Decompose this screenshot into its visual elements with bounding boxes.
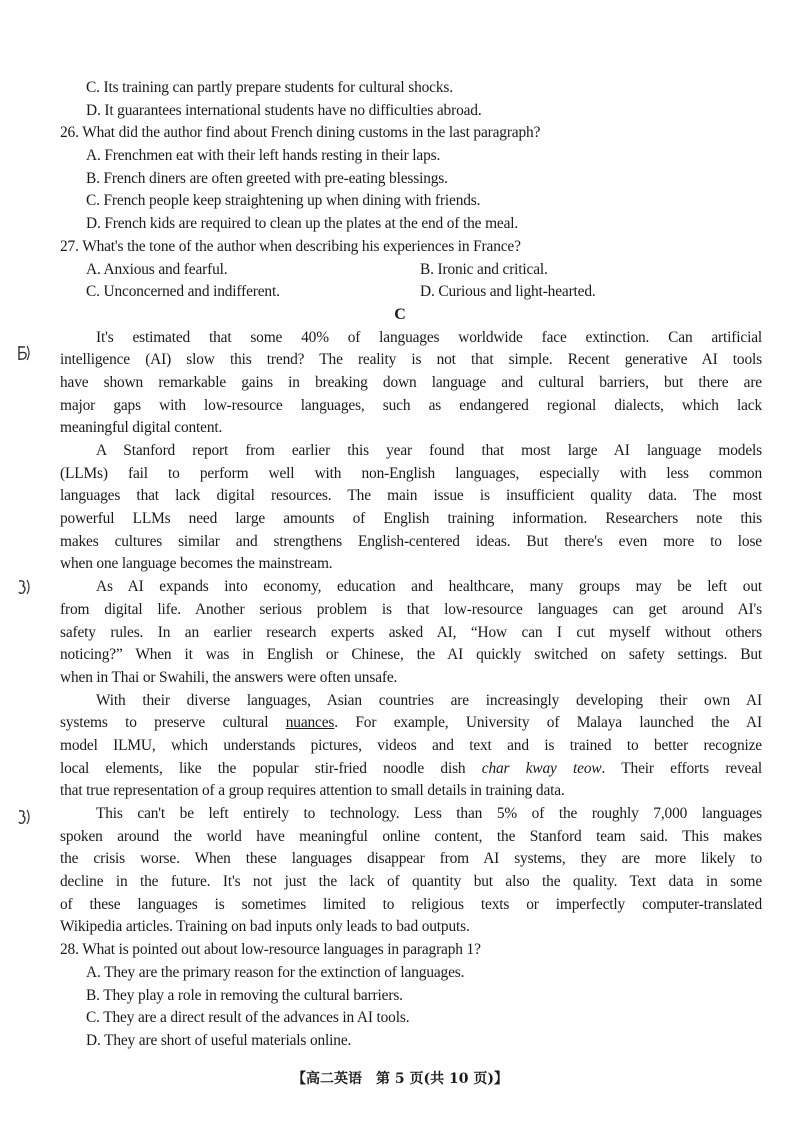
q28-question: 28. What is pointed out about low-resource languages in paragraph 1? — [60, 941, 481, 959]
q25-option-c: C. Its training can partly prepare students for cultural shocks. — [86, 79, 453, 96]
passage-line: decline in the future. It's not just the lack of quantity but also the quality. Text data in some — [60, 873, 762, 891]
q27-option-b: B. Ironic and critical. — [420, 260, 548, 278]
italic-term: char kway teow — [481, 759, 602, 777]
q27-options-row-2 — [0, 281, 800, 304]
q27-options-row-1 — [0, 259, 800, 282]
passage-line: meaningful digital content. — [60, 419, 223, 437]
section-heading: C — [394, 305, 406, 323]
handwritten-margin-mark — [15, 344, 31, 362]
text-segment: . Their efforts reveal — [601, 759, 763, 777]
passage-line: As AI expands into economy, education and healthcare, many groups may be left out — [96, 578, 762, 596]
handwritten-margin-mark — [15, 808, 31, 826]
passage-line: have shown remarkable gains in breaking down language and cultural barriers, but there are — [60, 373, 762, 391]
passage-paragraph — [0, 327, 800, 440]
passage-line: intelligence (AI) slow this trend? The reality is not that simple. Recent generative AI tools — [60, 351, 762, 369]
text-segment: . For example, University of Malaya launched the AI — [334, 714, 762, 732]
q28-option-d: D. They are short of useful materials online. — [86, 1031, 352, 1049]
q27-question: 27. What's the tone of the author when describing his experiences in France? — [60, 237, 521, 255]
passage-line: Wikipedia articles. Training on bad inputs only leads to bad outputs. — [60, 918, 470, 936]
passage-line: of these languages is sometimes limited to religious texts or imperfectly computer-translated — [60, 895, 762, 913]
passage-paragraph — [0, 440, 800, 576]
handwritten-margin-mark — [15, 578, 31, 596]
passage-line — [60, 758, 762, 781]
passage-line: that true representation of a group requires attention to small details in training data. — [60, 782, 565, 800]
q27-option-c: C. Unconcerned and indifferent. — [86, 283, 280, 301]
passage-line: major gaps with low-resource languages, such as endangered regional dialects, which lack — [60, 396, 762, 414]
passage-line: This can't be left entirely to technology. Less than 5% of the roughly 7,000 languages — [96, 805, 762, 822]
passage-line: It's estimated that some 40% of languages worldwide face extinction. Can artificial — [96, 328, 762, 346]
q25-option-d: D. It guarantees international students have no difficulties abroad. — [86, 101, 482, 119]
exam-page — [0, 77, 800, 1053]
q28-option-c: C. They are a direct result of the advances in AI tools. — [86, 1009, 410, 1027]
q26-option-a: A. Frenchmen eat with their left hands resting in their laps. — [86, 147, 441, 165]
text-segment: systems to preserve cultural — [60, 714, 286, 732]
q26-option-c: C. French people keep straightening up when dining with friends. — [86, 192, 481, 210]
passage-line: safety rules. In an earlier research experts asked AI, “How can I cut myself without others — [60, 623, 762, 641]
q27-option-a: A. Anxious and fearful. — [86, 260, 228, 278]
passage-line: A Stanford report from earlier this year found that most large AI language models — [96, 442, 762, 459]
underlined-word: nuances — [285, 714, 335, 732]
passage-line: spoken around the world have meaningful online content, the Stanford team said. This makes — [60, 827, 762, 845]
passage-line: the crisis worse. When these languages disappear from AI systems, they are more likely to — [60, 850, 762, 868]
passage-line: languages that lack digital resources. The main issue is insufficient quality data. The most — [60, 487, 762, 505]
q28-option-a: A. They are the primary reason for the extinction of languages. — [86, 963, 465, 981]
passage-line: when in Thai or Swahili, the answers were often unsafe. — [60, 668, 398, 686]
passage-line: model ILMU, which understands pictures, videos and text and is trained to better recognize — [60, 736, 762, 754]
page-footer: 【高二英语 第 5 页(共 10 页)】 — [292, 1071, 508, 1087]
passage-paragraph — [0, 803, 800, 939]
q28-option-b: B. They play a role in removing the cultural barriers. — [86, 986, 403, 1004]
q26-question: 26. What did the author find about French dining customs in the last paragraph? — [60, 124, 541, 142]
passage-paragraph — [0, 576, 800, 689]
passage-line: powerful LLMs need large amounts of English training information. Researchers note this — [60, 510, 762, 528]
passage-line: (LLMs) fail to perform well with non-English languages, especially with less common — [60, 464, 762, 482]
text-segment: local elements, like the popular stir-fried noodle dish — [60, 759, 482, 777]
passage — [0, 327, 800, 940]
passage-line: makes cultures similar and strengthens English-centered ideas. But there's even more to lose — [60, 532, 762, 550]
passage-line — [60, 712, 762, 735]
passage-line: from digital life. Another serious problem is that low-resource languages can get around AI's — [60, 600, 762, 618]
q27-option-d: D. Curious and light-hearted. — [420, 283, 596, 301]
q26-option-d: D. French kids are required to clean up the plates at the end of the meal. — [86, 215, 519, 233]
passage-line: when one language becomes the mainstream. — [60, 555, 333, 573]
passage-paragraph — [0, 690, 800, 803]
q26-option-b: B. French diners are often greeted with pre-eating blessings. — [86, 169, 448, 187]
passage-line: noticing?” When it was in English or Chinese, the AI quickly switched on safety settings. But — [60, 646, 762, 664]
passage-line: With their diverse languages, Asian countries are increasingly developing their own AI — [96, 691, 762, 709]
